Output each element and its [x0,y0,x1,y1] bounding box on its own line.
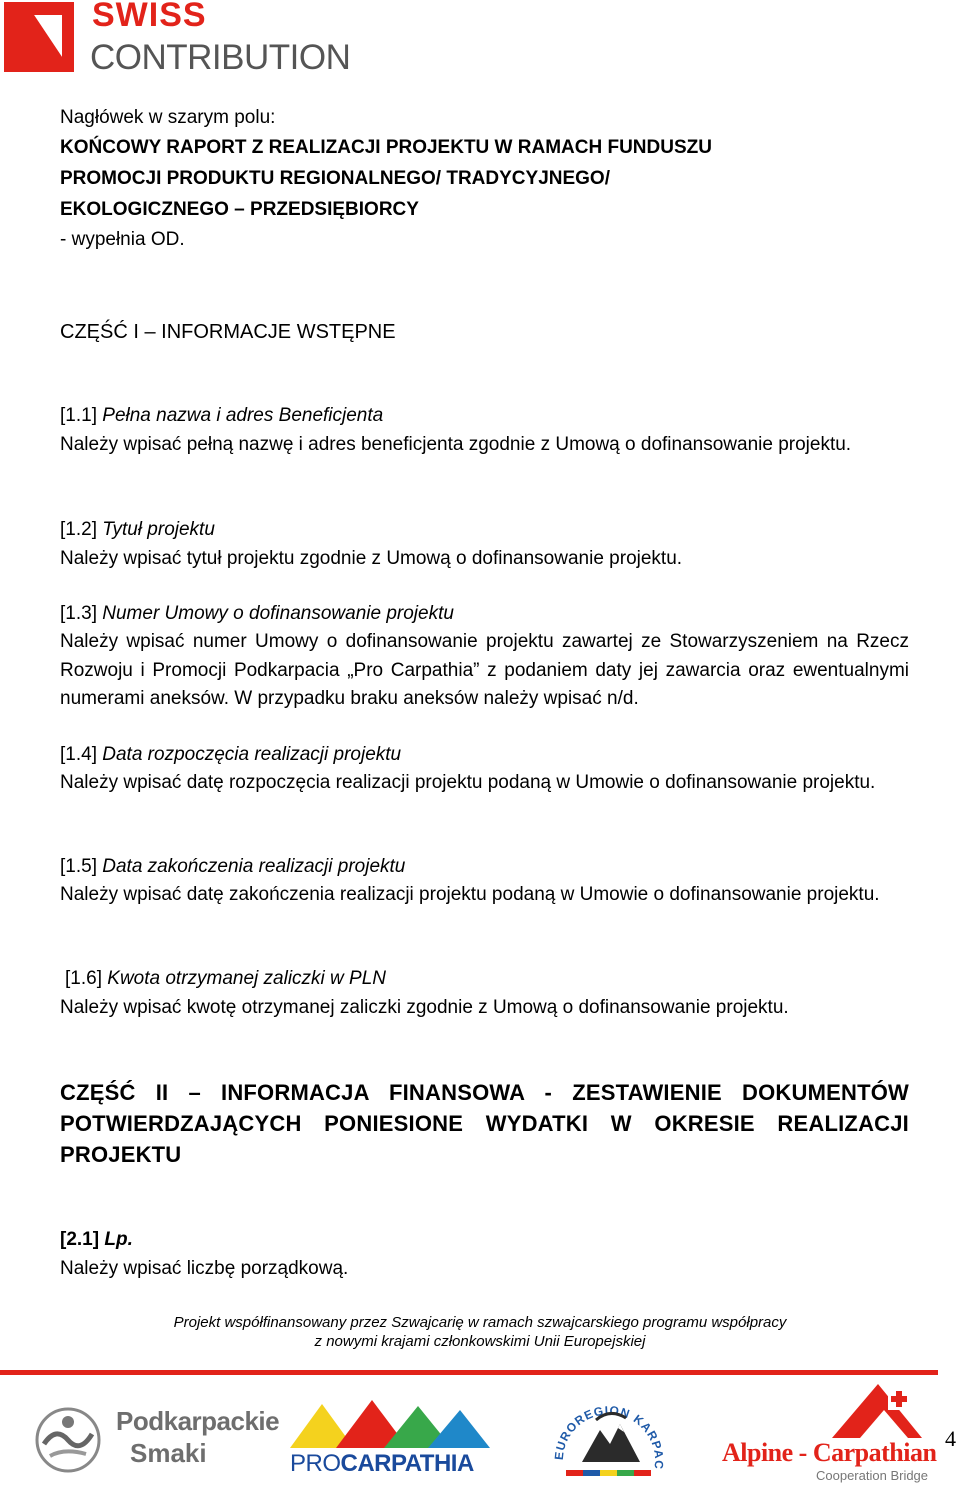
section-1-6-heading [65,964,914,994]
section-number: [1.4] [60,744,97,765]
section-1-4-desc: Należy wpisać datę rozpoczęcia realizacji projektu podaną w Umowie o dofinansowanie projektu. [60,772,876,793]
section-number: [1.6] [65,968,102,989]
logo-euroregion-text: EUROREGION KARPAC [551,1403,667,1471]
section-1-3-heading [60,599,909,629]
swiss-logo-mark [4,2,74,72]
euroregion-karpacki-logo [548,1384,670,1488]
logo-podkarpackie-text: Podkarpackie [116,1406,280,1436]
intro-note: - wypełnia OD. [60,229,185,250]
section-2-1-heading [60,1225,909,1255]
section-number: [2.1] [60,1229,100,1250]
section-1-4-heading [60,740,909,770]
alpine-carpathian-mountain-icon [832,1380,922,1438]
euroregion-emblem-icon [548,1384,670,1488]
logo-pro-text: PRO [290,1450,341,1477]
logo-smaki-text: Smaki [130,1438,207,1468]
alpine-carpathian-logo [722,1380,938,1486]
section-1-1-desc: Należy wpisać pełną nazwę i adres beneficjenta zgodnie z Umową o dofinansowanie projektu. [60,434,852,455]
page-number: 4 [945,1426,956,1451]
section-title: Data rozpoczęcia realizacji projektu [102,744,402,765]
footer-divider [0,1370,938,1375]
section-title: Data zakończenia realizacji projektu [102,856,406,877]
logo-carpathia-text: CARPATHIA [340,1450,474,1477]
section-1-1-heading [60,401,909,431]
part2-heading: CZĘŚĆ II – INFORMACJA FINANSOWA - ZESTAWIENIE DOKUMENTÓW POTWIERDZAJĄCYCH PONIESIONE WYDATKI W OKRESIE REALIZACJI PROJEKTU [60,1080,909,1167]
pro-carpathia-mountains-icon [290,1400,490,1448]
partner-logos [0,1380,960,1490]
section-title: Numer Umowy o dofinansowanie projektu [102,603,454,624]
part1-heading: CZĘŚĆ I – INFORMACJE WSTĘPNE [60,321,396,343]
section-1-5-heading [60,852,909,882]
section-number: [1.2] [60,519,97,540]
section-1-3-desc: Należy wpisać numer Umowy o dofinansowanie projektu zawartej ze Stowarzyszeniem na Rzecz Rozwoju i Promocji Podkarpacia „Pro Carpathia” z podaniem daty jej zawarcia oraz ewentualnymi numerami aneksów. W przypadku braku aneksów należy wpisać n/d. [60,631,909,709]
section-1-2-desc: Należy wpisać tytuł projektu zgodnie z Umową o dofinansowanie projektu. [60,548,683,569]
section-1-5-desc: Należy wpisać datę zakończenia realizacji projektu podaną w Umowie o dofinansowanie projektu. [60,884,880,905]
funding-note-line2: z nowymi krajami członkowskimi Unii Europejskiej [314,1333,646,1350]
podkarpackie-emblem-icon [30,1404,110,1474]
logo-alpine-subtitle: Cooperation Bridge [816,1468,929,1483]
report-title-line2: PROMOCJI PRODUKTU REGIONALNEGO/ TRADYCYJNEGO/ [60,168,610,189]
section-number: [1.5] [60,856,97,877]
funding-note-line1: Projekt współfinansowany przez Szwajcarię w ramach szwajcarskiego programu współpracy [173,1314,787,1331]
section-number: [1.3] [60,603,97,624]
podkarpackie-smaki-logo [30,1404,280,1474]
intro-label: Nagłówek w szarym polu: [60,107,276,128]
section-title: Lp. [104,1229,133,1250]
pro-carpathia-wordmark [290,1450,474,1478]
section-title: Kwota otrzymanej zaliczki w PLN [107,968,387,989]
funding-note [0,1313,960,1351]
pro-carpathia-logo [290,1400,490,1480]
section-2-1-desc: Należy wpisać liczbę porządkową. [60,1258,349,1279]
section-title: Tytuł projektu [102,519,215,540]
logo-contribution-text: CONTRIBUTION [90,38,351,77]
section-number: [1.1] [60,405,97,426]
swiss-contribution-logo [4,0,354,77]
report-title-line1: KOŃCOWY RAPORT Z REALIZACJI PROJEKTU W RAMACH FUNDUSZU [60,137,712,158]
section-1-2-heading [60,515,909,545]
report-title-line3: EKOLOGICZNEGO – PRZEDSIĘBIORCY [60,199,419,220]
logo-alpine-text: Alpine - Carpathian [722,1438,937,1467]
section-title: Pełna nazwa i adres Beneficjenta [102,405,384,426]
logo-swiss-text: SWISS [92,0,207,34]
section-1-6-desc: Należy wpisać kwotę otrzymanej zaliczki zgodnie z Umową o dofinansowanie projektu. [60,997,789,1018]
